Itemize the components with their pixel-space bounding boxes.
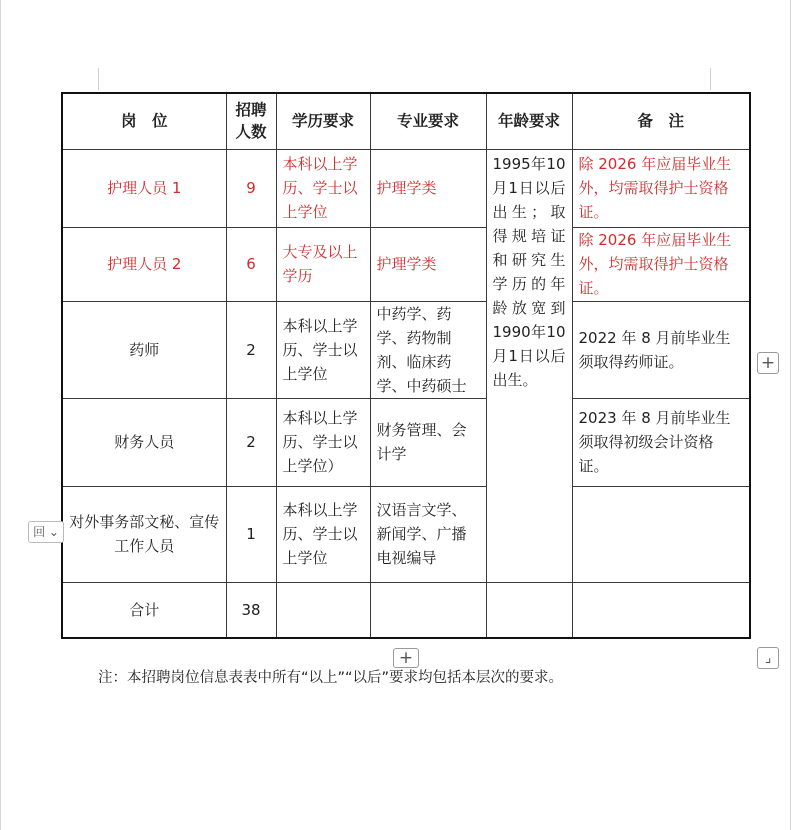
cell-count: 1 (226, 486, 276, 582)
table-row (62, 486, 750, 582)
page-edge-right (790, 0, 791, 830)
cell-empty (572, 582, 750, 638)
total-label: 合计 (62, 582, 226, 638)
cell-position: 对外事务部文秘、宣传工作人员 (62, 486, 226, 582)
header-age: 年龄要求 (486, 93, 572, 149)
cell-education: 本科以上学历、学士以上学位 (276, 149, 370, 227)
cell-major: 中药学、药学、药物制剂、临床药学、中药硕士 (370, 301, 486, 398)
cell-remarks: 除 2026 年应届毕业生外，均需取得护士资格证。 (572, 227, 750, 301)
total-count: 38 (226, 582, 276, 638)
cell-position: 护理人员 2 (62, 227, 226, 301)
cell-education: 大专及以上学历 (276, 227, 370, 301)
cell-remarks: 2022 年 8 月前毕业生须取得药师证。 (572, 301, 750, 398)
cell-count: 9 (226, 149, 276, 227)
cell-education: 本科以上学历、学士以上学位 (276, 486, 370, 582)
table-row (62, 398, 750, 486)
margin-mark-left (98, 68, 99, 90)
header-count: 招聘人数 (226, 93, 276, 149)
table-row (62, 149, 750, 227)
header-remarks: 备 注 (572, 93, 750, 149)
cell-major: 护理学类 (370, 227, 486, 301)
table-menu-button[interactable]: 回 ⌄ (28, 521, 64, 543)
recruitment-table (61, 92, 751, 639)
add-column-button[interactable]: + (757, 352, 779, 374)
table-row-total (62, 582, 750, 638)
cell-remarks (572, 486, 750, 582)
cell-count: 6 (226, 227, 276, 301)
cell-empty (370, 582, 486, 638)
cell-position: 财务人员 (62, 398, 226, 486)
cell-major: 财务管理、会计学 (370, 398, 486, 486)
cell-age-requirement: 1995年10月1日以后出生；取得规培证和研究生学历的年龄放宽到1990年10月1日以后出生。 (486, 149, 572, 582)
table-row (62, 227, 750, 301)
resize-handle-icon[interactable]: ⌟ (757, 647, 779, 669)
margin-mark-right (710, 68, 711, 90)
cell-major: 汉语言文学、新闻学、广播电视编导 (370, 486, 486, 582)
add-row-button[interactable]: + (393, 648, 419, 668)
header-education: 学历要求 (276, 93, 370, 149)
cell-remarks: 除 2026 年应届毕业生外，均需取得护士资格证。 (572, 149, 750, 227)
header-major: 专业要求 (370, 93, 486, 149)
cell-education: 本科以上学历、学士以上学位 (276, 301, 370, 398)
cell-empty (276, 582, 370, 638)
cell-education: 本科以上学历、学士以上学位） (276, 398, 370, 486)
footnote: 注：本招聘岗位信息表表中所有“以上”“以后”要求均包括本层次的要求。 (98, 670, 564, 686)
page-edge-left (0, 0, 1, 830)
cell-major: 护理学类 (370, 149, 486, 227)
header-position: 岗 位 (62, 93, 226, 149)
cell-remarks: 2023 年 8 月前毕业生须取得初级会计资格证。 (572, 398, 750, 486)
cell-count: 2 (226, 301, 276, 398)
cell-position: 药师 (62, 301, 226, 398)
cell-count: 2 (226, 398, 276, 486)
cell-empty (486, 582, 572, 638)
table-row (62, 301, 750, 398)
cell-position: 护理人员 1 (62, 149, 226, 227)
